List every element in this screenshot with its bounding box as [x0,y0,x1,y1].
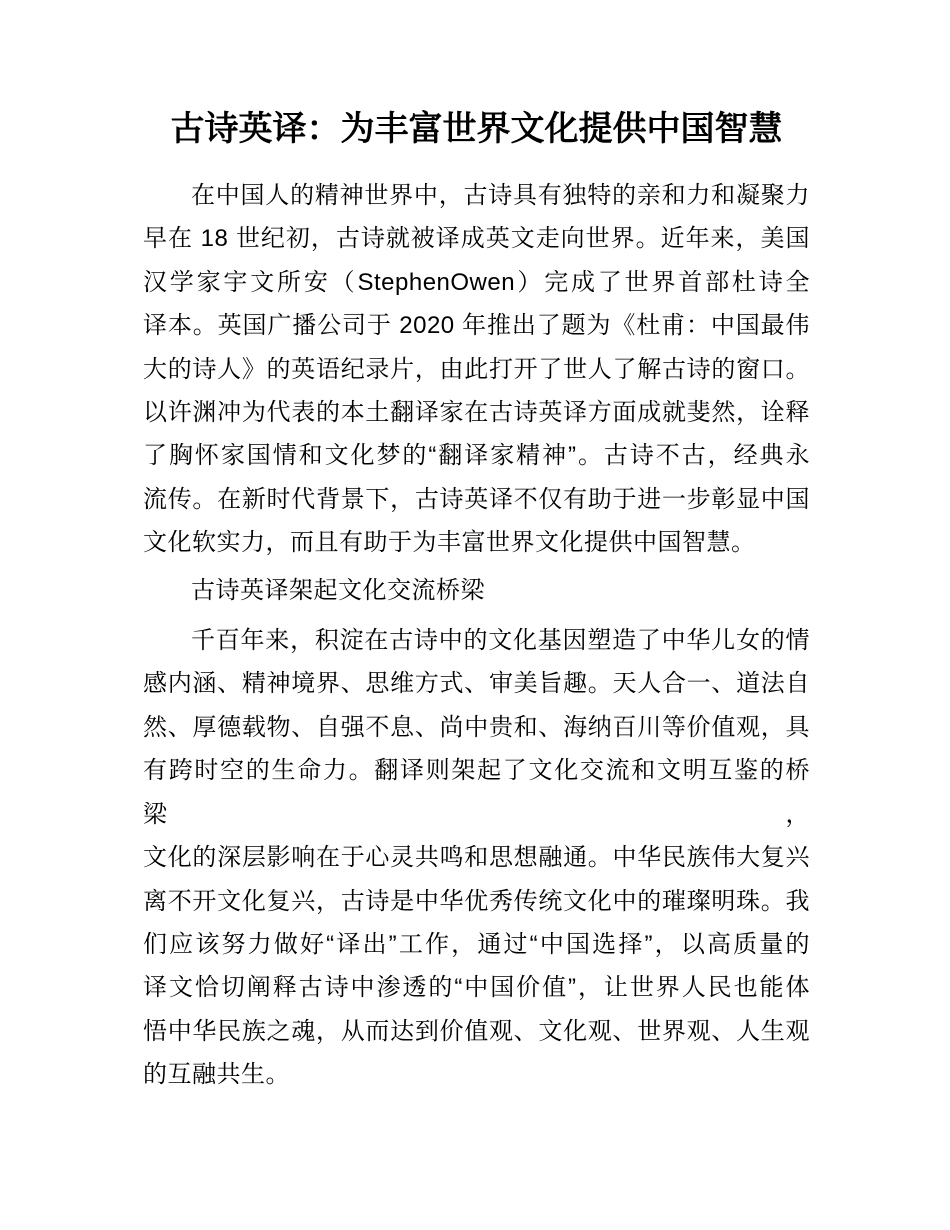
text-line: 文化软实力，而且有助于为丰富世界文化提供中国智慧。 [143,529,756,557]
text-line: 然、厚德载物、自强不息、尚中贵和、海纳百川等价值观，具 [143,713,810,741]
text-line: 有跨时空的生命力。翻译则架起了文化交流和文明互鉴的桥梁， [143,757,810,828]
text-line: 悟中华民族之魂，从而达到价值观、文化观、世界观、人生观 [143,1017,810,1045]
text-line: 文化的深层影响在于心灵共鸣和思想融通。中华民族伟大复兴 [143,844,810,872]
text-line: 流传。在新时代背景下，古诗英译不仅有助于进一步彰显中国 [143,485,810,513]
text-line: 汉学家宇文所安（StephenOwen）完成了世界首部杜诗全 [143,268,810,296]
text-line: 早在 18 世纪初，古诗就被译成英文走向世界。近年来，美国 [143,225,810,253]
text-line: 千百年来，积淀在古诗中的文化基因塑造了中华儿女的情 [191,627,810,655]
text-line: 译文恰切阐释古诗中渗透的“中国价值”，让世界人民也能体 [143,974,810,1002]
text-line: 离不开文化复兴，古诗是中华优秀传统文化中的璀璨明珠。我 [143,887,810,915]
paragraph-bridge [143,619,810,1096]
text-line: 的互融共生。 [143,1061,290,1089]
document-title: 古诗英译：为丰富世界文化提供中国智慧 [170,110,783,148]
text-line: 感内涵、精神境界、思维方式、审美旨趣。天人合一、道法自 [143,670,810,698]
text-line: 在中国人的精神世界中，古诗具有独特的亲和力和凝聚力 [191,182,810,209]
section-heading: 古诗英译架起文化交流桥梁 [191,576,485,604]
text-line: 们应该努力做好“译出”工作，通过“中国选择”，以高质量的 [143,930,810,958]
paragraph-intro [143,174,810,565]
text-line: 译本。英国广播公司于 2020 年推出了题为《杜甫：中国最伟 [143,312,810,340]
text-line: 了胸怀家国情和文化梦的“翻译家精神”。古诗不古，经典永 [143,442,810,470]
text-line: 以许渊冲为代表的本土翻译家在古诗英译方面成就斐然，诠释 [143,399,810,427]
text-line: 大的诗人》的英语纪录片，由此打开了世人了解古诗的窗口。 [143,355,810,383]
